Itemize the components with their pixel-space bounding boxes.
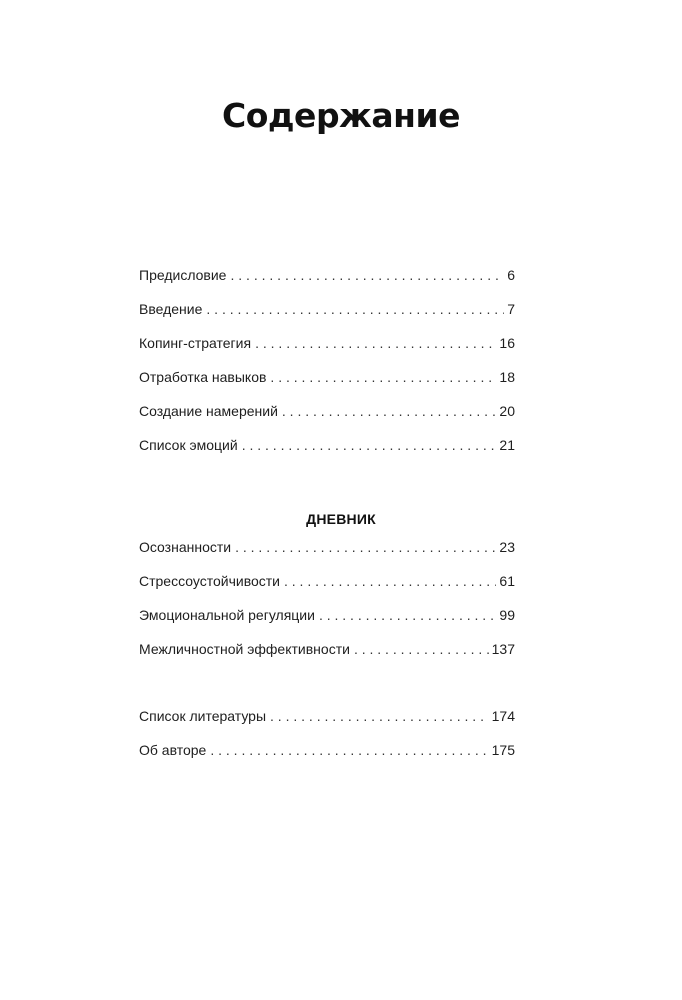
toc-group-appendix (139, 708, 515, 776)
toc-entry[interactable] (139, 301, 515, 335)
toc-entry-page: 20 (499, 403, 515, 419)
toc-entry-page: 16 (499, 335, 515, 351)
dot-leader (319, 607, 496, 623)
toc-entry-page: 18 (499, 369, 515, 385)
toc-entry-label: Список эмоций (139, 437, 238, 453)
toc-entry[interactable] (139, 403, 515, 437)
toc-group-diary (139, 539, 515, 675)
toc-entry-page: 23 (499, 539, 515, 555)
section-title-diary: ДНЕВНИК (306, 511, 376, 527)
page-title: Содержание (222, 96, 460, 135)
toc-entry[interactable] (139, 708, 515, 742)
toc-entry[interactable] (139, 641, 515, 675)
toc-entry-page: 175 (491, 742, 515, 758)
dot-leader (242, 437, 497, 453)
dot-leader (230, 267, 504, 283)
toc-entry[interactable] (139, 369, 515, 403)
toc-entry-page: 7 (507, 301, 515, 317)
dot-leader (255, 335, 496, 351)
toc-entry-label: Эмоциональной регуляции (139, 607, 315, 623)
toc-entry-page: 99 (499, 607, 515, 623)
toc-entry-label: Межличностной эффективности (139, 641, 350, 657)
toc-entry-label: Об авторе (139, 742, 207, 758)
dot-leader (235, 539, 496, 555)
toc-entry-label: Создание намерений (139, 403, 278, 419)
toc-entry-label: Стрессоустойчивости (139, 573, 280, 589)
toc-entry[interactable] (139, 437, 515, 471)
toc-entry-page: 61 (499, 573, 515, 589)
toc-entry-page: 21 (499, 437, 515, 453)
toc-entry-page: 174 (491, 708, 515, 724)
toc-entry-label: Предисловие (139, 267, 227, 283)
toc-group-main (139, 267, 515, 471)
toc-entry-label: Введение (139, 301, 203, 317)
toc-entry-label: Отработка навыков (139, 369, 267, 385)
toc-entry-label: Копинг-стратегия (139, 335, 252, 351)
toc-entry[interactable] (139, 573, 515, 607)
dot-leader (210, 742, 488, 758)
toc-entry-page: 137 (491, 641, 515, 657)
toc-entry-label: Осознанности (139, 539, 232, 555)
toc-entry[interactable] (139, 607, 515, 641)
toc-entry[interactable] (139, 267, 515, 301)
dot-leader (270, 708, 489, 724)
toc-entry-page: 6 (507, 267, 515, 283)
toc-entry[interactable] (139, 742, 515, 776)
toc-entry[interactable] (139, 539, 515, 573)
dot-leader (206, 301, 504, 317)
dot-leader (270, 369, 496, 385)
toc-entry-label: Список литературы (139, 708, 267, 724)
dot-leader (354, 641, 489, 657)
dot-leader (282, 403, 497, 419)
dot-leader (284, 573, 496, 589)
toc-entry[interactable] (139, 335, 515, 369)
